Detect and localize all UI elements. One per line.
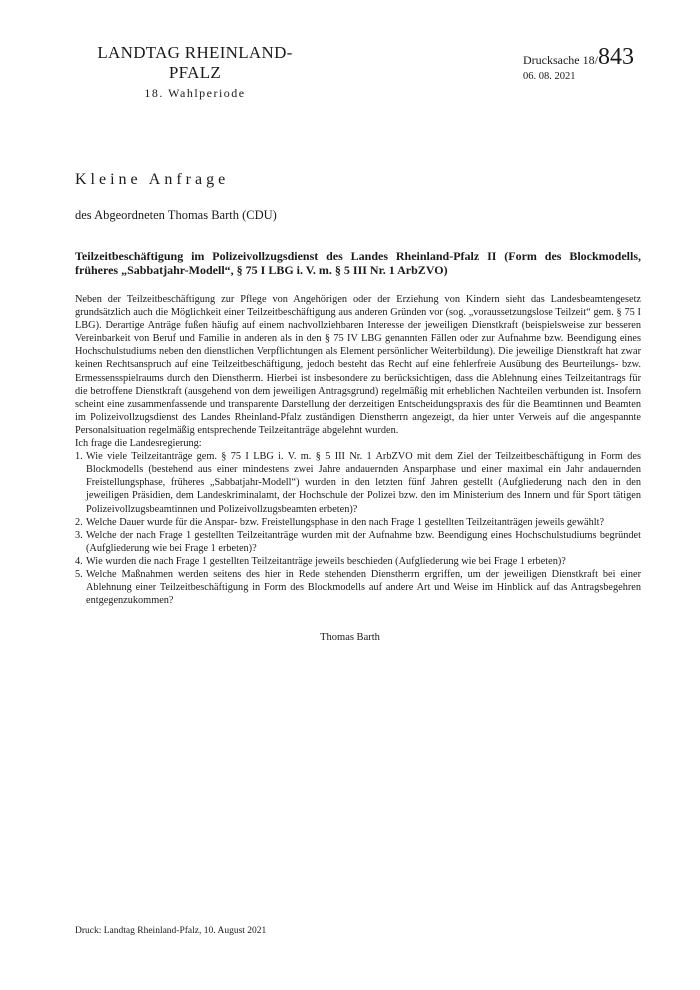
question-text: Welche der nach Frage 1 gestellten Teilzeitanträge wurden mit der Aufnahme bzw. Beendigung eines Hochschulstudiums begründet (Aufgliederung wie bei Frage 1 erbeten)? — [86, 529, 641, 554]
print-note: Druck: Landtag Rheinland-Pfalz, 10. August 2021 — [75, 926, 267, 936]
question-number: 3. — [75, 529, 83, 541]
question-number: 4. — [75, 555, 83, 567]
document-header-right — [523, 44, 634, 82]
question-lead: Ich frage die Landesregierung: — [75, 438, 202, 450]
body-text — [75, 293, 641, 607]
question-text: Welche Dauer wurde für die Anspar- bzw. Freistellungsphase in den nach Frage 1 gestellten Teilzeitanträgen jeweils gewählt? — [86, 516, 605, 528]
subject-heading: Teilzeitbeschäftigung im Polizeivollzugsdienst des Landes Rheinland-Pfalz II (Form des Blockmodells, früheres „Sabbatjahr-Modell“, § 75 I LBG i. V. m. § 5 III Nr. 1 ArbZVO) — [75, 249, 641, 277]
drucksache-label: Drucksache 18/ — [523, 53, 598, 67]
question-number: 2. — [75, 516, 83, 528]
question-item — [75, 516, 641, 529]
question-list — [75, 450, 641, 607]
question-number: 1. — [75, 451, 83, 463]
question-item — [75, 450, 641, 515]
question-number: 5. — [75, 568, 83, 580]
question-item — [75, 529, 641, 555]
signature: Thomas Barth — [320, 632, 380, 643]
document-header-left — [75, 43, 315, 101]
legislative-period: 18. Wahlperiode — [144, 86, 246, 100]
question-text: Wie viele Teilzeitanträge gem. § 75 I LBG i. V. m. § 5 III Nr. 1 ArbZVO mit dem Ziel der Teilzeitbeschäftigung in Form des Blockmodells (bestehend aus einer mindestens zwei Jahre andauernden Ansparphase und einer maximal ein Jahr andauernden Freistellungsphase, früheres „Sabbatjahr-Modell“) wurden in den letzten fünf Jahren gestellt (Aufgliederung nach den in den jeweiligen Präsidien, dem Landeskriminalamt, der Hochschule der Polizei bzw. den im Ministerium des Innern und für Sport tätigen Polizeivollzugsbeamtinnen und Polizeivollzugsbeamten erbeten)? — [86, 451, 641, 515]
document-date: 06. 08. 2021 — [523, 71, 576, 82]
question-text: Wie wurden die nach Frage 1 gestellten Teilzeitanträge jeweils beschieden (Aufgliederung wie bei Frage 1 erbeten)? — [86, 555, 566, 567]
question-item — [75, 555, 641, 568]
document-type: Kleine Anfrage — [75, 171, 230, 188]
drucksache-number: 843 — [597, 44, 634, 70]
parliament-name: LANDTAG RHEINLAND-PFALZ — [97, 43, 293, 82]
drucksache-line — [523, 44, 634, 70]
intro-paragraph: Neben der Teilzeitbeschäftigung zur Pflege von Angehörigen oder der Erziehung von Kindern sieht das Landesbeamtengesetz grundsätzlich auch die Möglichkeit einer Teilzeitbeschäftigung aus anderen Gründen vor (sog. „voraussetzungslose Teilzeit“ gem. § 75 I LBG). Derartige Anträge fußen häufig auf einem nachvollziehbaren Interesse der jeweiligen Dienstkraft (beispielsweise zur besseren Vereinbarkeit von Beruf und Familie in anderen als in den § 75 IV LBG genannten Fällen oder zur Aufnahme bzw. Beendigung eines Hochschulstudiums neben den dienstlichen Verpflichtungen als Element persönlicher Weiterbildung). Die jeweilige Dienstkraft hat zwar keinen Rechtsanspruch auf eine Teilzeitbeschäftigung, jedoch besteht das Recht auf eine fehlerfreie Ausübung des Beurteilungs- bzw. Ermessensspielraums durch den Dienstherrn. Hierbei ist insbesondere zu berücksichtigen, dass die Ablehnung eines Teilzeitantrags für die betroffene Dienstkraft (ausgehend von dem jeweiligen Antragsgrund) regelmäßig mit erheblichen Nachteilen verbunden ist. Insofern scheint eine zusammenfassende und transparente Darstellung der derzeitigen Entscheidungspraxis des für die Beamtinnen und Beamten im Polizeivollzugsdienst des Landes Rheinland-Pfalz zuständigen Dienstherrn angezeigt, da hier unter Verweis auf die angespannte Personalsituation regelmäßig entsprechende Teilzeitanträge abgelehnt wurden. — [75, 294, 641, 436]
author-line: des Abgeordneten Thomas Barth (CDU) — [75, 208, 277, 222]
question-text: Welche Maßnahmen werden seitens des hier in Rede stehenden Dienstherrn ergriffen, um der jeweiligen Dienstkraft bei einer Ablehnung einer Teilzeitbeschäftigung in Form des Blockmodells auf andere Art und Weise im Hinblick auf das Antragsbegehren entgegenzukommen? — [86, 568, 641, 607]
question-item — [75, 568, 641, 607]
